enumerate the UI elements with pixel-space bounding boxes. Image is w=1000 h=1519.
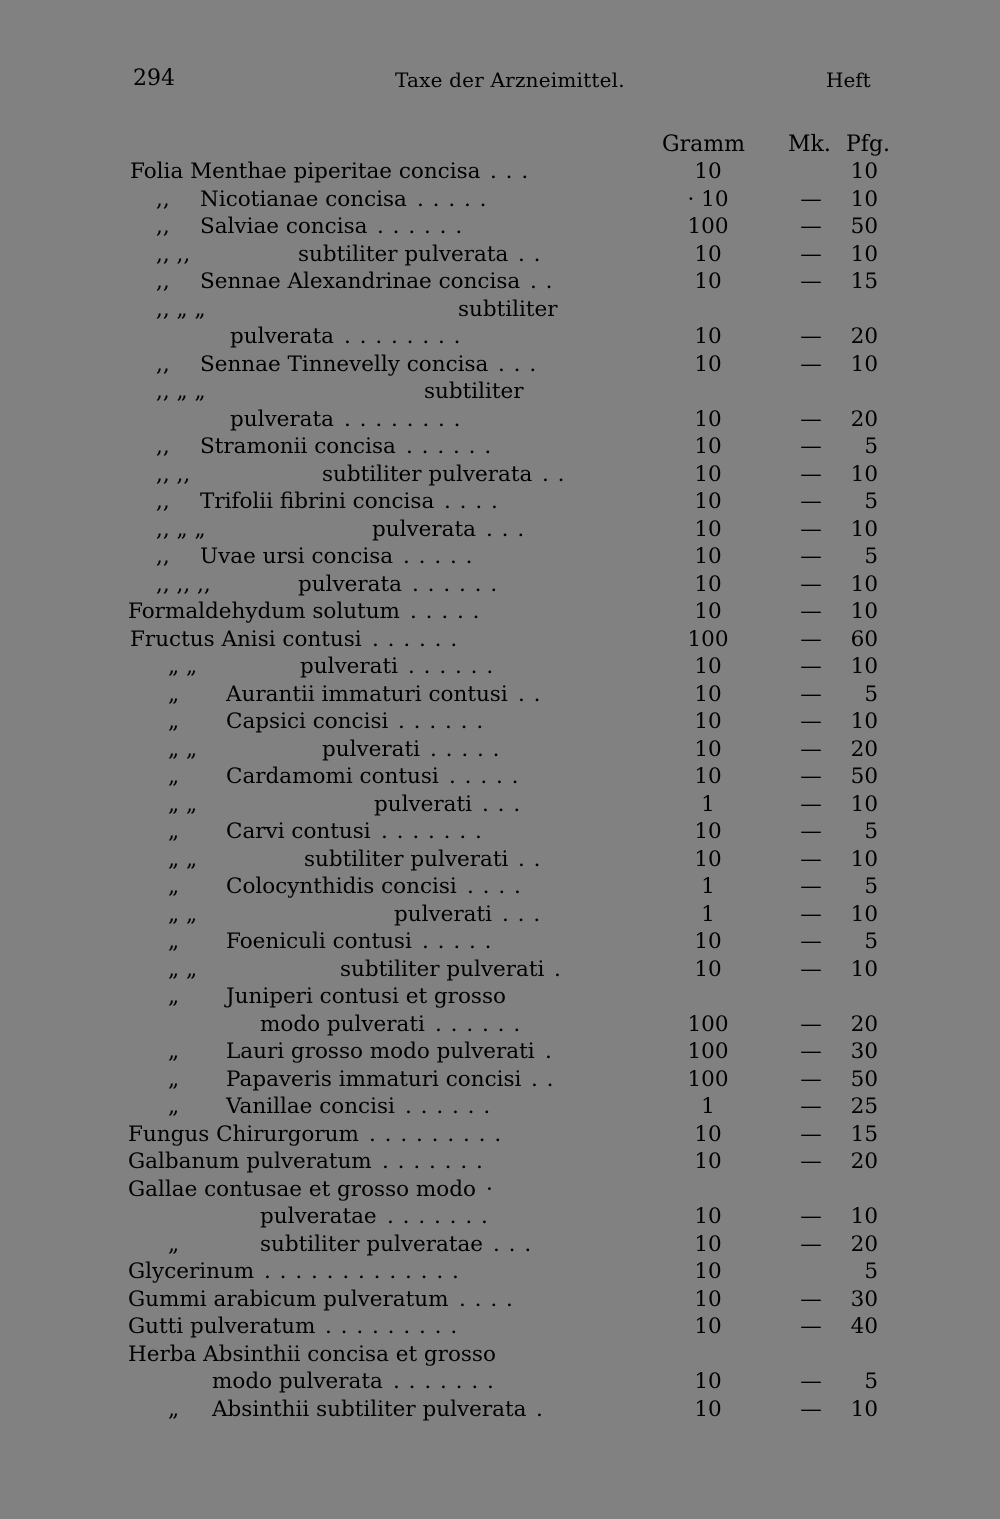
- cell-gramm: 10: [694, 846, 722, 872]
- cell-pfg: 10: [850, 351, 878, 377]
- ditto-mark: ,,: [156, 351, 170, 377]
- leader-dots: . . .: [482, 791, 522, 817]
- cell-gramm: 100: [687, 214, 729, 239]
- running-head: [0, 66, 1000, 96]
- table-row: [0, 708, 1000, 736]
- cell-mk: —: [800, 764, 822, 789]
- table-row: [0, 1313, 1000, 1341]
- item-name: pulverata: [230, 406, 334, 432]
- cell-pfg: 30: [850, 1039, 878, 1064]
- ditto-mark: „: [168, 874, 180, 899]
- table-row: [0, 1148, 1000, 1176]
- ditto-mark: „ „: [168, 901, 198, 927]
- running-head-right: Heft: [826, 68, 871, 92]
- leader-dots: .: [536, 1396, 544, 1422]
- table-row: [0, 213, 1000, 241]
- cell-pfg: 10: [850, 791, 878, 817]
- cell-pfg: 50: [850, 214, 878, 239]
- table-row: [0, 763, 1000, 791]
- cell-gramm: 100: [687, 1011, 729, 1037]
- cell-mk: —: [800, 654, 822, 679]
- item-name: pulverati: [300, 654, 398, 679]
- cell-pfg: 5: [864, 489, 878, 514]
- table-row: [0, 1066, 1000, 1094]
- cell-pfg: 20: [850, 1011, 878, 1037]
- cell-mk: —: [800, 901, 822, 927]
- cell-pfg: 20: [850, 736, 878, 762]
- ditto-mark: „: [168, 1231, 180, 1257]
- leader-dots: . . . . . .: [406, 434, 493, 459]
- ditto-mark: „ „: [168, 956, 198, 982]
- cell-mk: —: [800, 186, 822, 212]
- leader-dots: . .: [518, 681, 542, 707]
- leader-dots: . . . .: [459, 1286, 514, 1312]
- leader-dots: . . .: [502, 901, 542, 927]
- leader-dots: . .: [518, 241, 542, 267]
- ditto-mark: „: [168, 929, 180, 954]
- ditto-mark: „: [168, 984, 180, 1009]
- table-row: [0, 846, 1000, 874]
- table-row: [0, 406, 1000, 434]
- cell-pfg: 50: [850, 1066, 878, 1092]
- ditto-mark: „ „: [168, 791, 198, 817]
- ditto-mark: „: [168, 1039, 180, 1064]
- item-name: Galbanum pulveratum: [128, 1149, 372, 1174]
- cell-gramm: 10: [694, 956, 722, 982]
- cell-mk: —: [800, 736, 822, 762]
- item-name: Sennae Alexandrinae concisa: [200, 269, 521, 294]
- item-name: Sennae Tinnevelly concisa: [200, 351, 489, 377]
- ditto-mark: „: [168, 709, 180, 734]
- cell-mk: —: [800, 351, 822, 377]
- leader-dots: . . . . . . . . . . . . .: [264, 1259, 460, 1284]
- ditto-mark: ,,: [156, 434, 170, 459]
- leader-dots: ·: [486, 1176, 494, 1202]
- table-row: [0, 378, 1000, 406]
- cell-mk: —: [800, 1396, 822, 1422]
- cell-mk: —: [800, 1204, 822, 1229]
- cell-mk: —: [800, 1121, 822, 1147]
- leader-dots: .: [545, 1039, 553, 1064]
- cell-pfg: 10: [850, 956, 878, 982]
- cell-pfg: 5: [864, 1259, 878, 1284]
- cell-mk: —: [800, 1094, 822, 1119]
- ditto-mark: „: [168, 1094, 180, 1119]
- table-row: [0, 983, 1000, 1011]
- cell-mk: —: [800, 874, 822, 899]
- table-row: [0, 433, 1000, 461]
- cell-gramm: 100: [687, 1066, 729, 1092]
- cell-mk: —: [800, 626, 822, 652]
- item-name: pulveratae: [260, 1204, 377, 1229]
- item-name: Juniperi contusi et grosso: [226, 984, 506, 1009]
- table-row: [0, 681, 1000, 709]
- cell-gramm: 10: [694, 1396, 722, 1422]
- table-row: [0, 956, 1000, 984]
- item-name: Colocynthidis concisi: [226, 874, 457, 899]
- ditto-mark: „: [168, 764, 180, 789]
- cell-gramm: 10: [694, 461, 722, 487]
- cell-gramm: 1: [701, 791, 715, 817]
- table-row: [0, 818, 1000, 846]
- cell-pfg: 10: [850, 571, 878, 597]
- item-name: subtiliter: [424, 379, 524, 404]
- cell-gramm: 10: [694, 654, 722, 679]
- cell-mk: —: [800, 599, 822, 624]
- item-name: Fructus Anisi contusi: [130, 626, 362, 652]
- item-name: subtiliter: [458, 296, 558, 322]
- leader-dots: . . . . .: [403, 544, 474, 569]
- table-row: [0, 1341, 1000, 1369]
- cell-gramm: 10: [694, 571, 722, 597]
- item-name: Cardamomi contusi: [226, 764, 439, 789]
- leader-dots: . . . . . . .: [393, 1369, 495, 1394]
- cell-pfg: 5: [864, 681, 878, 707]
- item-name: Formaldehydum solutum: [128, 599, 400, 624]
- table-row: [0, 351, 1000, 379]
- cell-mk: —: [800, 516, 822, 542]
- cell-pfg: 20: [850, 406, 878, 432]
- cell-pfg: 15: [850, 269, 878, 294]
- table-row: [0, 626, 1000, 654]
- cell-gramm: 10: [694, 1259, 722, 1284]
- cell-pfg: 10: [850, 461, 878, 487]
- table-row: [0, 543, 1000, 571]
- cell-gramm: 10: [694, 681, 722, 707]
- cell-pfg: 10: [850, 599, 878, 624]
- cell-mk: —: [800, 544, 822, 569]
- cell-gramm: 10: [694, 709, 722, 734]
- table-row: [0, 598, 1000, 626]
- leader-dots: . . . . .: [410, 599, 481, 624]
- item-name: pulverati: [322, 736, 420, 762]
- ditto-mark: ,,: [156, 489, 170, 514]
- table-row: [0, 653, 1000, 681]
- cell-mk: —: [800, 681, 822, 707]
- ditto-mark: „ „: [168, 846, 198, 872]
- leader-dots: . . . . . . . . .: [369, 1121, 503, 1147]
- cell-mk: —: [800, 1369, 822, 1394]
- item-name: Gallae contusae et grosso modo: [128, 1176, 476, 1202]
- ditto-mark: „: [168, 1066, 180, 1092]
- cell-mk: —: [800, 214, 822, 239]
- cell-gramm: 10: [694, 1369, 722, 1394]
- leader-dots: . . . . . . . .: [344, 324, 462, 349]
- item-name: Aurantii immaturi contusi: [226, 681, 508, 707]
- cell-pfg: 5: [864, 1369, 878, 1394]
- item-name: modo pulverata: [212, 1369, 383, 1394]
- item-name: subtiliter pulverata: [322, 461, 533, 487]
- cell-gramm: 10: [694, 351, 722, 377]
- item-name: subtiliter pulverati: [340, 956, 545, 982]
- cell-pfg: 10: [850, 159, 878, 184]
- cell-pfg: 10: [850, 1396, 878, 1422]
- column-headers: [0, 132, 1000, 160]
- leader-dots: .: [554, 956, 562, 982]
- cell-mk: —: [800, 929, 822, 954]
- cell-mk: —: [800, 956, 822, 982]
- table-row: [0, 268, 1000, 296]
- cell-mk: —: [800, 434, 822, 459]
- cell-gramm: 10: [694, 599, 722, 624]
- leader-dots: . .: [531, 1066, 555, 1092]
- cell-gramm: 10: [694, 159, 722, 184]
- item-name: pulverati: [374, 791, 472, 817]
- item-name: Gummi arabicum pulveratum: [128, 1286, 449, 1312]
- running-title: Taxe der Arzneimittel.: [395, 68, 625, 92]
- leader-dots: . . . . . . . .: [344, 406, 462, 432]
- cell-pfg: 5: [864, 874, 878, 899]
- item-name: Stramonii concisa: [200, 434, 396, 459]
- table-row: [0, 488, 1000, 516]
- cell-pfg: 5: [864, 819, 878, 844]
- cell-gramm: 1: [701, 1094, 715, 1119]
- item-name: pulverata: [372, 516, 476, 542]
- leader-dots: . .: [518, 846, 542, 872]
- cell-pfg: 15: [850, 1121, 878, 1147]
- table-row: [0, 736, 1000, 764]
- table-row: [0, 516, 1000, 544]
- table-row: [0, 1286, 1000, 1314]
- leader-dots: . . . .: [467, 874, 522, 899]
- column-header-pfg: Pfg.: [846, 132, 891, 157]
- ditto-mark: ,, „ „: [156, 379, 206, 404]
- cell-pfg: 10: [850, 241, 878, 267]
- item-name: Herba Absinthii concisa et grosso: [128, 1341, 496, 1367]
- leader-dots: . .: [530, 269, 554, 294]
- ditto-mark: ,, ,,: [156, 461, 191, 487]
- cell-gramm: 10: [694, 1231, 722, 1257]
- cell-gramm: 10: [694, 406, 722, 432]
- table-row: [0, 571, 1000, 599]
- cell-pfg: 5: [864, 434, 878, 459]
- item-name: Nicotianae concisa: [200, 186, 407, 212]
- price-list: [0, 158, 1000, 1423]
- table-row: [0, 241, 1000, 269]
- cell-mk: —: [800, 324, 822, 349]
- cell-pfg: 10: [850, 516, 878, 542]
- ditto-mark: „: [168, 819, 180, 844]
- cell-pfg: 50: [850, 764, 878, 789]
- cell-gramm: 10: [694, 736, 722, 762]
- cell-gramm: 10: [694, 489, 722, 514]
- item-name: Trifolii fibrini concisa: [200, 489, 435, 514]
- leader-dots: . . . . . .: [412, 571, 499, 597]
- cell-pfg: 10: [850, 846, 878, 872]
- cell-pfg: 10: [850, 901, 878, 927]
- table-row: [0, 1396, 1000, 1424]
- cell-mk: —: [800, 461, 822, 487]
- table-row: [0, 791, 1000, 819]
- ditto-mark: ,,: [156, 214, 170, 239]
- leader-dots: . . . . . .: [372, 626, 459, 652]
- cell-pfg: 25: [850, 1094, 878, 1119]
- item-name: Uvae ursi concisa: [200, 544, 394, 569]
- table-row: [0, 901, 1000, 929]
- cell-gramm: 10: [694, 1204, 722, 1229]
- cell-gramm: 10: [694, 516, 722, 542]
- cell-pfg: 10: [850, 1204, 878, 1229]
- table-row: [0, 158, 1000, 186]
- cell-pfg: 5: [864, 929, 878, 954]
- cell-gramm: 100: [687, 626, 729, 652]
- item-name: pulverata: [230, 324, 334, 349]
- table-row: [0, 1203, 1000, 1231]
- item-name: subtiliter pulveratae: [260, 1231, 484, 1257]
- ditto-mark: ,,: [156, 186, 170, 212]
- page-number: 294: [133, 66, 175, 91]
- cell-mk: —: [800, 1149, 822, 1174]
- leader-dots: . .: [542, 461, 566, 487]
- item-name: Absinthii subtiliter pulverata: [212, 1396, 527, 1422]
- cell-pfg: 10: [850, 654, 878, 679]
- ditto-mark: ,, ,,: [156, 241, 191, 267]
- cell-mk: —: [800, 1314, 822, 1339]
- cell-pfg: 60: [850, 626, 878, 652]
- table-row: [0, 928, 1000, 956]
- ditto-mark: ,, „ „: [156, 516, 206, 542]
- cell-mk: —: [800, 1039, 822, 1064]
- item-name: Fungus Chirurgorum: [128, 1121, 359, 1147]
- item-name: Vanillae concisi: [226, 1094, 395, 1119]
- cell-mk: —: [800, 406, 822, 432]
- cell-pfg: 20: [850, 1231, 878, 1257]
- column-header-gramm: Gramm: [662, 132, 745, 157]
- cell-gramm: 1: [701, 874, 715, 899]
- table-row: [0, 1368, 1000, 1396]
- leader-dots: . . . . . .: [405, 1094, 492, 1119]
- leader-dots: . . .: [493, 1231, 533, 1257]
- item-name: Carvi contusi: [226, 819, 371, 844]
- cell-mk: —: [800, 709, 822, 734]
- cell-gramm: 1: [701, 901, 715, 927]
- table-row: [0, 1011, 1000, 1039]
- ditto-mark: „: [168, 681, 180, 707]
- cell-gramm: 10: [694, 929, 722, 954]
- item-name: Papaveris immaturi concisi: [226, 1066, 522, 1092]
- table-row: [0, 461, 1000, 489]
- item-name: Capsici concisi: [226, 709, 389, 734]
- item-name: subtiliter pulverati: [304, 846, 509, 872]
- cell-mk: —: [800, 791, 822, 817]
- cell-mk: —: [800, 846, 822, 872]
- leader-dots: . . . . . . . . .: [325, 1314, 459, 1339]
- leader-dots: . . .: [498, 351, 538, 377]
- cell-gramm: · 10: [687, 186, 729, 212]
- cell-gramm: 10: [694, 1286, 722, 1312]
- leader-dots: . . . . . . .: [382, 1149, 484, 1174]
- leader-dots: . . . . .: [449, 764, 520, 789]
- item-name: modo pulverati: [260, 1011, 425, 1037]
- leader-dots: . . . . . .: [377, 214, 464, 239]
- cell-gramm: 100: [687, 1039, 729, 1064]
- cell-mk: —: [800, 819, 822, 844]
- leader-dots: . . . . . .: [435, 1011, 522, 1037]
- cell-gramm: 10: [694, 269, 722, 294]
- leader-dots: . . . . . . .: [381, 819, 483, 844]
- table-row: [0, 296, 1000, 324]
- column-header-mk: Mk.: [788, 132, 831, 157]
- cell-gramm: 10: [694, 434, 722, 459]
- ditto-mark: ,, „ „: [156, 296, 206, 322]
- item-name: subtiliter pulverata: [298, 241, 509, 267]
- cell-mk: —: [800, 1011, 822, 1037]
- cell-mk: —: [800, 489, 822, 514]
- cell-gramm: 10: [694, 1149, 722, 1174]
- cell-gramm: 10: [694, 544, 722, 569]
- ditto-mark: ,,: [156, 269, 170, 294]
- item-name: Foeniculi contusi: [226, 929, 412, 954]
- cell-pfg: 30: [850, 1286, 878, 1312]
- cell-pfg: 10: [850, 186, 878, 212]
- ditto-mark: „ „: [168, 654, 198, 679]
- leader-dots: . . .: [486, 516, 526, 542]
- cell-gramm: 10: [694, 819, 722, 844]
- item-name: Gutti pulveratum: [128, 1314, 316, 1339]
- cell-pfg: 5: [864, 544, 878, 569]
- ditto-mark: „ „: [168, 736, 198, 762]
- leader-dots: . . . . . . .: [387, 1204, 489, 1229]
- cell-pfg: 10: [850, 709, 878, 734]
- cell-gramm: 10: [694, 1314, 722, 1339]
- item-name: Glycerinum: [128, 1259, 255, 1284]
- table-row: [0, 1121, 1000, 1149]
- table-row: [0, 186, 1000, 214]
- cell-mk: —: [800, 1231, 822, 1257]
- cell-pfg: 40: [850, 1314, 878, 1339]
- table-row: [0, 1176, 1000, 1204]
- table-row: [0, 873, 1000, 901]
- ditto-mark: „: [168, 1396, 180, 1422]
- item-name: Folia Menthae piperitae concisa: [130, 159, 481, 184]
- leader-dots: . . . . .: [422, 929, 493, 954]
- leader-dots: . . . . . .: [398, 709, 485, 734]
- leader-dots: . . . . .: [417, 186, 488, 212]
- leader-dots: . . . .: [444, 489, 499, 514]
- table-row: [0, 323, 1000, 351]
- table-row: [0, 1258, 1000, 1286]
- cell-gramm: 10: [694, 764, 722, 789]
- cell-mk: —: [800, 1066, 822, 1092]
- item-name: Lauri grosso modo pulverati: [226, 1039, 535, 1064]
- cell-mk: —: [800, 571, 822, 597]
- item-name: Salviae concisa: [200, 214, 368, 239]
- cell-mk: —: [800, 241, 822, 267]
- item-name: pulverata: [298, 571, 402, 597]
- table-row: [0, 1093, 1000, 1121]
- cell-gramm: 10: [694, 241, 722, 267]
- item-name: pulverati: [394, 901, 492, 927]
- ditto-mark: ,, ,, ,,: [156, 571, 211, 597]
- ditto-mark: ,,: [156, 544, 170, 569]
- leader-dots: . . .: [490, 159, 530, 184]
- table-row: [0, 1231, 1000, 1259]
- table-row: [0, 1038, 1000, 1066]
- leader-dots: . . . . . .: [408, 654, 495, 679]
- cell-gramm: 10: [694, 324, 722, 349]
- cell-pfg: 20: [850, 324, 878, 349]
- cell-mk: —: [800, 1286, 822, 1312]
- cell-mk: —: [800, 269, 822, 294]
- cell-pfg: 20: [850, 1149, 878, 1174]
- leader-dots: . . . . .: [430, 736, 501, 762]
- cell-gramm: 10: [694, 1121, 722, 1147]
